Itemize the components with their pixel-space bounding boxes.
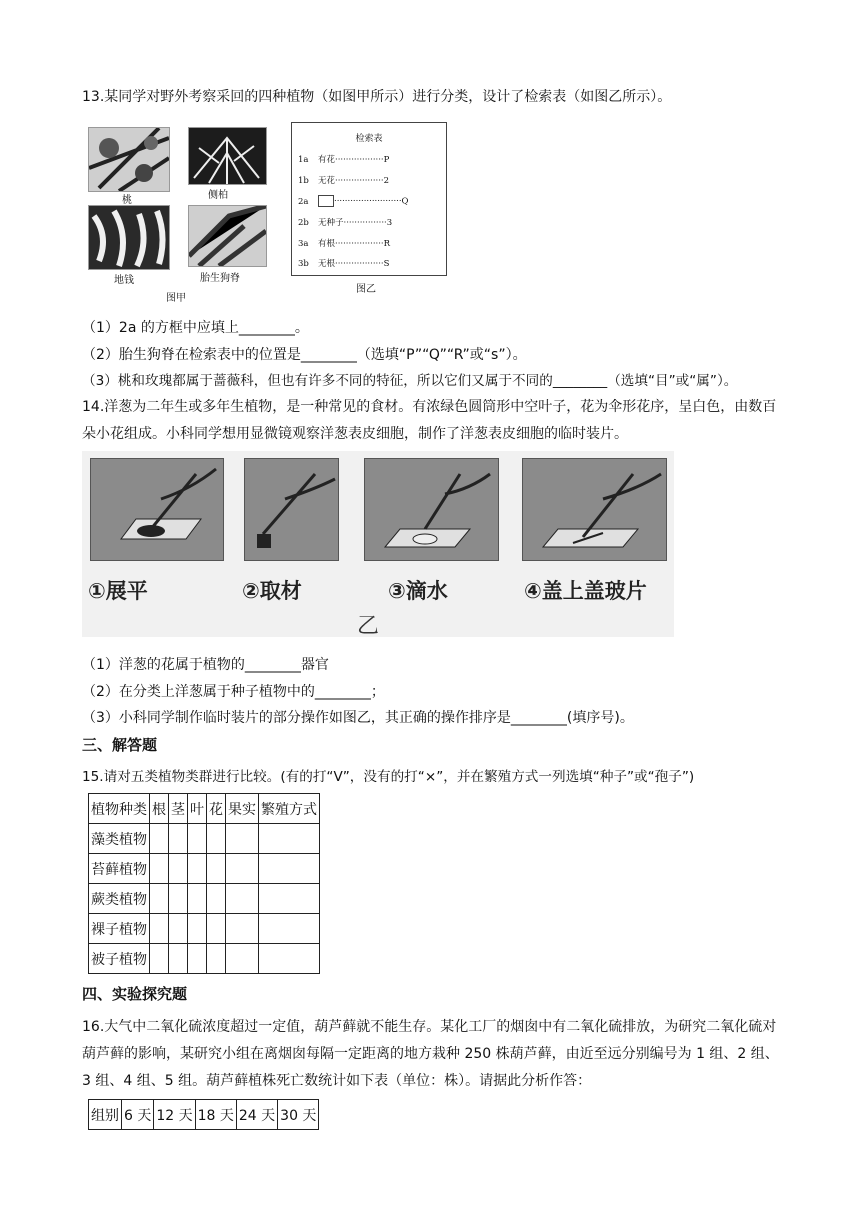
key-row	[298, 216, 392, 228]
table-header: 繁殖方式	[259, 794, 320, 824]
key-row	[298, 257, 389, 269]
figure-jia-caption: 图甲	[166, 293, 186, 304]
table-cell[interactable]	[259, 854, 320, 884]
key-text: 无根··················S	[318, 259, 390, 269]
table-cell[interactable]	[207, 914, 226, 944]
table-cell[interactable]	[150, 854, 169, 884]
q16-stem: 16.大气中二氧化硫浓度超过一定值，葫芦藓就不能生存。某化工厂的烟囱中有二氧化硫排放，为研究二氧化硫对葫芦藓的影响，某研究小组在离烟囱每隔一定距离的地方栽种 250 株葫芦藓，由近至远分别编号为 1 组、2 组、3 组、4 组、5 组。葫芦藓植株死亡数统计如下表（单位：株）。请据此分析作答：	[82, 1019, 779, 1089]
table-header: 植物种类	[89, 794, 150, 824]
plant-label-fern: 胎生狗脊	[200, 273, 240, 284]
plant-label-liverwort: 地钱	[114, 275, 134, 286]
table-header: 花	[207, 794, 226, 824]
table-cell[interactable]	[150, 824, 169, 854]
table-header: 30 天	[278, 1100, 319, 1130]
q13-sub-3: （3）桃和玫瑰都属于蔷薇科，但也有许多不同的特征，所以它们又属于不同的________（选填“目”或“属”）。	[82, 373, 738, 389]
table-header: 24 天	[236, 1100, 277, 1130]
table-row	[89, 824, 320, 854]
table-cell[interactable]	[188, 854, 207, 884]
key-text: 有花··················P	[318, 155, 390, 165]
fern-photo	[188, 205, 267, 267]
table-header: 12 天	[154, 1100, 195, 1130]
table-cell[interactable]	[207, 854, 226, 884]
peach-photo	[88, 127, 170, 192]
q13-sub-2: （2）胎生狗脊在检索表中的位置是________（选填“P”“Q”“R”或“s”）。	[82, 347, 527, 363]
key-text: 无花··················2	[318, 176, 390, 186]
step-label-1: ①展平	[88, 579, 148, 603]
section-3-heading: 三、解答题	[82, 736, 158, 754]
key-code: 1b	[298, 176, 309, 186]
step-label-2: ②取材	[242, 579, 302, 603]
table-cell[interactable]	[226, 854, 259, 884]
q14-sub-1: （1）洋葱的花属于植物的________器官	[82, 657, 329, 673]
table-cell[interactable]	[188, 914, 207, 944]
plant-label-arborvitae: 侧柏	[208, 190, 228, 201]
table-header: 根	[150, 794, 169, 824]
table-cell[interactable]	[150, 914, 169, 944]
table-cell[interactable]	[207, 884, 226, 914]
q14-stem: 14.洋葱为二年生或多年生植物，是一种常见的食材。有浓绿色圆筒形中空叶子，花为伞形花序，呈白色，由数百朵小花组成。小科同学想用显微镜观察洋葱表皮细胞，制作了洋葱表皮细胞的临时装片。	[82, 399, 777, 442]
plant-label-peach: 桃	[122, 195, 132, 206]
table-cell[interactable]	[259, 944, 320, 974]
table-header: 茎	[169, 794, 188, 824]
section-4-heading: 四、实验探究题	[82, 985, 188, 1003]
table-cell[interactable]	[226, 884, 259, 914]
key-text: ·························Q	[334, 196, 409, 207]
key-blank-box	[318, 195, 334, 207]
key-text: 无种子················3	[318, 218, 393, 228]
key-code: 3a	[298, 239, 309, 249]
step-label-3: ③滴水	[388, 579, 448, 603]
table-cell[interactable]	[169, 914, 188, 944]
liverwort-photo	[88, 205, 170, 270]
dichotomous-key	[291, 122, 447, 276]
step-panel-take	[244, 458, 339, 561]
table-cell: 藻类植物	[89, 824, 150, 854]
key-code: 2a	[298, 196, 309, 207]
table-cell[interactable]	[226, 824, 259, 854]
table-cell: 被子植物	[89, 944, 150, 974]
table-row	[89, 914, 320, 944]
table-cell[interactable]	[169, 854, 188, 884]
q15-table	[88, 793, 320, 974]
step-label-4: ④盖上盖玻片	[524, 579, 647, 603]
table-header: 叶	[188, 794, 207, 824]
table-row	[89, 944, 320, 974]
table-cell[interactable]	[169, 944, 188, 974]
table-cell: 蕨类植物	[89, 884, 150, 914]
q14-sub-2: （2）在分类上洋葱属于种子植物中的________；	[82, 684, 385, 700]
table-row	[89, 1100, 319, 1130]
key-row	[298, 237, 390, 249]
table-header: 6 天	[122, 1100, 154, 1130]
table-cell[interactable]	[259, 914, 320, 944]
table-cell[interactable]	[188, 824, 207, 854]
table-row	[89, 884, 320, 914]
table-cell: 裸子植物	[89, 914, 150, 944]
table-cell[interactable]	[169, 824, 188, 854]
table-cell: 苔藓植物	[89, 854, 150, 884]
table-cell[interactable]	[150, 884, 169, 914]
q16-table	[88, 1099, 319, 1130]
step-panel-flatten	[90, 458, 224, 561]
table-cell[interactable]	[188, 944, 207, 974]
arborvitae-photo	[188, 127, 267, 185]
table-header: 果实	[226, 794, 259, 824]
table-cell[interactable]	[259, 884, 320, 914]
step-panel-drip	[364, 458, 499, 561]
key-code: 2b	[298, 218, 309, 228]
key-code: 3b	[298, 259, 309, 269]
table-cell[interactable]	[188, 884, 207, 914]
table-row	[89, 794, 320, 824]
figure-yi-caption: 图乙	[356, 284, 376, 295]
key-text: 有根··················R	[318, 239, 391, 249]
key-row	[298, 195, 409, 207]
figure-yi-label: 乙	[357, 614, 380, 639]
key-row	[298, 174, 389, 186]
key-title: 检索表	[355, 134, 383, 144]
table-header: 组别	[89, 1100, 122, 1130]
table-cell[interactable]	[207, 944, 226, 974]
table-cell[interactable]	[226, 944, 259, 974]
key-row	[298, 153, 389, 165]
table-row	[89, 854, 320, 884]
table-cell[interactable]	[207, 824, 226, 854]
q15-stem: 15.请对五类植物类群进行比较。(有的打“V”，没有的打“×”，并在繁殖方式一列选填“种子”或“孢子”)	[82, 769, 695, 785]
q13-sub-1: （1）2a 的方框中应填上________。	[82, 320, 309, 336]
figure-slide-steps	[82, 451, 674, 637]
table-cell[interactable]	[259, 824, 320, 854]
table-header: 18 天	[195, 1100, 236, 1130]
table-cell[interactable]	[150, 944, 169, 974]
table-cell[interactable]	[169, 884, 188, 914]
q13-stem: 13.某同学对野外考察采回的四种植物（如图甲所示）进行分类，设计了检索表（如图乙所示）。	[82, 89, 672, 105]
q14-sub-3: （3）小科同学制作临时装片的部分操作如图乙，其正确的操作排序是________(填序号)。	[82, 710, 634, 726]
step-panel-cover	[522, 458, 667, 561]
table-cell[interactable]	[226, 914, 259, 944]
key-code: 1a	[298, 155, 309, 165]
